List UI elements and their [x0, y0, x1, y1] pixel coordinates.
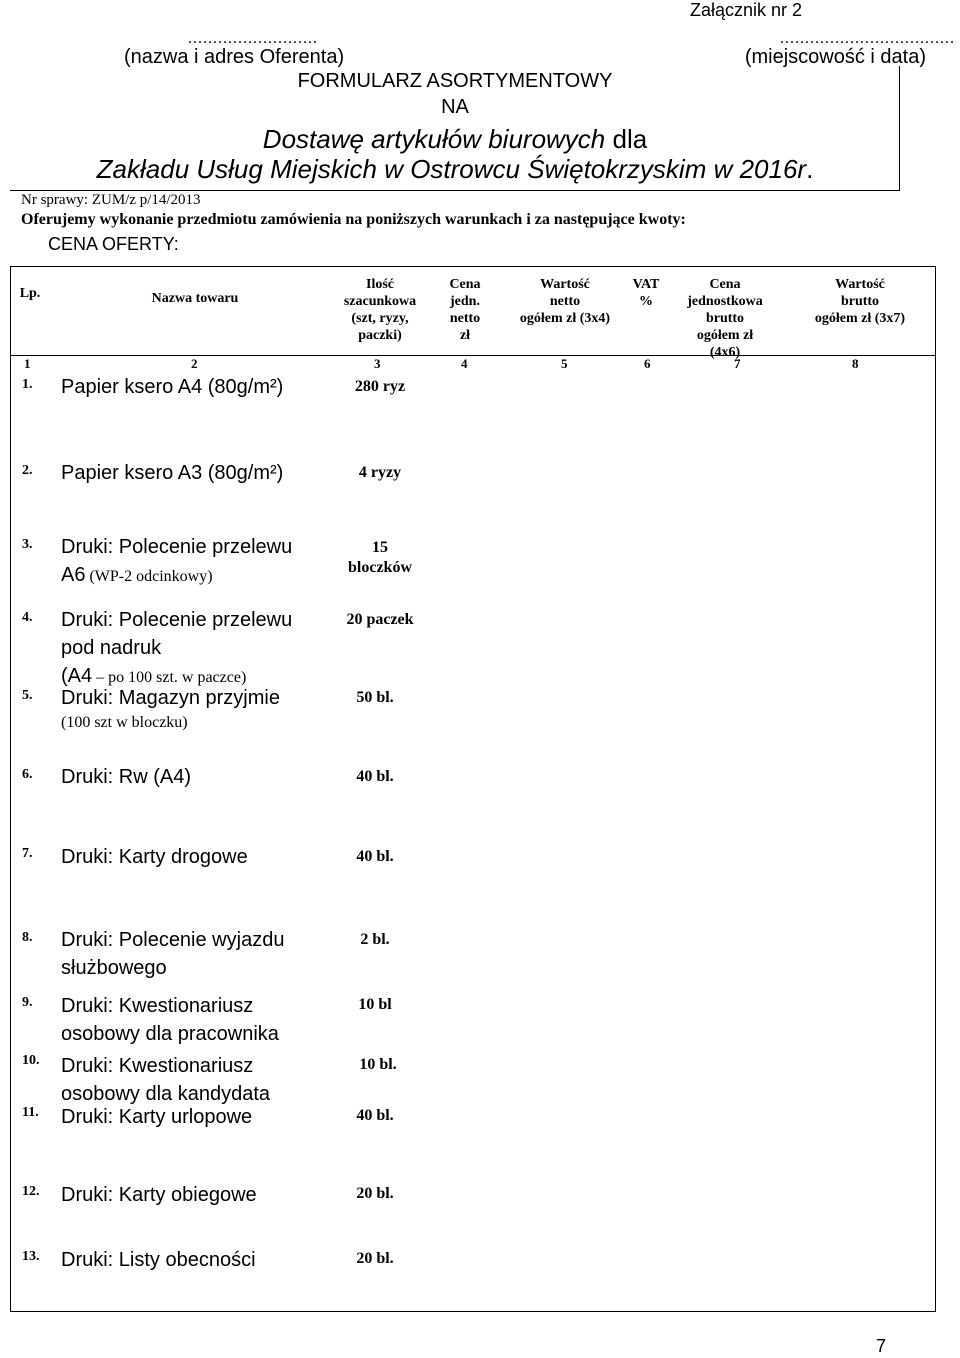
header-vat-line: %: [639, 294, 653, 309]
header-unit-price-line: jedn.: [450, 294, 480, 309]
subject-line-1: [0, 124, 910, 155]
row-number: 4.: [22, 610, 33, 625]
item-quantity: 50 bl.: [356, 689, 394, 706]
header-unit-price-line: netto: [449, 311, 481, 326]
bidder-dots: ..........................: [188, 30, 318, 47]
header-qty-line: szacunkowa: [343, 294, 417, 309]
header-qty-line: (szt, ryzy,: [351, 311, 409, 326]
item-quantity: 20 paczek: [346, 611, 414, 628]
item-quantity: 20 bl.: [356, 1185, 394, 1202]
item-name: Druki: Rw (A4): [61, 766, 192, 788]
column-number: 5: [561, 356, 568, 371]
row-number: 13.: [22, 1249, 40, 1264]
item-name: [61, 606, 292, 692]
row-number: 10.: [22, 1053, 40, 1068]
header-unit-price-line: zł: [459, 328, 471, 343]
place-date-dots: ...................................: [780, 30, 955, 47]
item-name-line: osobowy dla kandydata: [61, 1083, 271, 1105]
item-name: Papier ksero A3 (80g/m²): [61, 462, 284, 484]
header-unit-price-line: Cena: [449, 277, 481, 292]
item-name-line: Druki: Kwestionariusz: [61, 995, 254, 1017]
item-name: [61, 926, 284, 982]
item-name-format: A6: [61, 564, 86, 586]
bidder-label: (nazwa i adres Oferenta): [124, 46, 345, 68]
subject-line-1-rest: dla: [605, 124, 648, 154]
header-net-value-line: netto: [549, 294, 581, 309]
header-gross-value: [795, 276, 925, 327]
item-quantity: 40 bl.: [356, 768, 394, 785]
form-title: FORMULARZ ASORTYMENTOWY: [297, 70, 613, 92]
item-name-format: (A4: [61, 665, 93, 687]
item-quantity: 10 bl.: [359, 1056, 397, 1073]
item-name: [61, 992, 279, 1048]
header-lp: Lp.: [19, 286, 41, 301]
item-name-line: [61, 561, 292, 591]
item-name-line: (100 szt w bloczku): [61, 714, 188, 731]
row-number: 2.: [22, 463, 33, 478]
item-name-line: osobowy dla pracownika: [61, 1023, 279, 1045]
row-number: 1.: [22, 377, 33, 392]
header-net-value: [500, 276, 630, 327]
header-qty-line: Ilość: [366, 277, 394, 292]
header-vat-line: VAT: [632, 277, 660, 292]
row-number: 6.: [22, 767, 33, 782]
item-name-line: Druki: Polecenie przelewu: [61, 536, 293, 558]
column-number: 6: [644, 356, 651, 371]
header-net-value-line: ogółem zł (3x4): [519, 311, 611, 326]
column-number: 8: [852, 356, 859, 371]
item-name: Druki: Listy obecności: [61, 1249, 256, 1271]
item-quantity-line: 15: [372, 539, 388, 556]
item-name-note: – po 100 szt. w paczce): [92, 669, 247, 686]
row-number: 9.: [22, 995, 33, 1010]
form-title-na: NA: [441, 96, 469, 118]
column-number: 7: [734, 356, 741, 371]
offer-price-label: CENA OFERTY:: [48, 234, 179, 254]
column-numbers-divider: [10, 355, 936, 356]
item-name-line: Druki: Polecenie wyjazdu: [61, 929, 285, 951]
item-quantity: 2 bl.: [360, 931, 390, 948]
item-quantity: [330, 538, 430, 578]
header-net-value-line: Wartość: [540, 277, 590, 292]
header-gross-unit-line: ogółem zł: [696, 328, 754, 343]
item-quantity: 40 bl.: [356, 1107, 394, 1124]
row-number: 11.: [22, 1105, 39, 1120]
column-number: 1: [24, 356, 31, 371]
column-number: 4: [461, 356, 468, 371]
subject-line-1-italic: Dostawę artykułów biurowych: [262, 124, 606, 154]
row-number: 7.: [22, 846, 33, 861]
subject-line-2: [0, 154, 910, 185]
item-name: Druki: Karty urlopowe: [61, 1106, 253, 1128]
item-name: [61, 1052, 270, 1108]
item-name-line: pod nadruk: [61, 637, 162, 659]
item-name-line: Druki: Magazyn przyjmie: [61, 687, 280, 709]
item-name: [61, 684, 280, 734]
offer-text: Oferujemy wykonanie przedmiotu zamówienia na poniższych warunkach i za następujące kwoty:: [21, 211, 686, 228]
row-number: 3.: [22, 537, 33, 552]
header-gross-unit-line: brutto: [705, 311, 745, 326]
item-name-line: służbowego: [61, 957, 167, 979]
subject-line-2-italic: Zakładu Usług Miejskich w Ostrowcu Świętokrzyskim w 2016r: [96, 154, 807, 184]
header-vat: [624, 276, 668, 310]
header-gross-value-line: brutto: [840, 294, 880, 309]
item-quantity: 10 bl: [358, 996, 392, 1013]
item-name: Papier ksero A4 (80g/m²): [61, 376, 284, 398]
row-number: 8.: [22, 930, 33, 945]
item-quantity: 20 bl.: [356, 1250, 394, 1267]
item-name: Druki: Karty drogowe: [61, 846, 248, 868]
header-unit-price: [440, 276, 490, 344]
subject-line-2-rest: .: [806, 154, 814, 184]
header-gross-unit-line: (4x6): [709, 345, 741, 360]
header-gross-value-line: ogółem zł (3x7): [814, 311, 906, 326]
item-name: [61, 533, 292, 591]
case-number: Nr sprawy: ZUM/z p/14/2013: [21, 192, 201, 208]
column-number: 3: [374, 356, 381, 371]
place-date-label: (miejscowość i data): [744, 46, 926, 68]
item-name-note: (WP-2 odcinkowy): [85, 568, 213, 585]
annex-label: Załącznik nr 2: [689, 0, 802, 20]
header-gross-unit: [670, 276, 780, 361]
item-quantity: 40 bl.: [356, 848, 394, 865]
header-name: Nazwa towaru: [151, 291, 239, 306]
item-name-line: Druki: Polecenie przelewu: [61, 609, 293, 631]
page-number: 7: [875, 1336, 886, 1356]
header-qty-line: paczki): [358, 328, 402, 343]
item-quantity: 4 ryzy: [358, 464, 402, 481]
row-number: 12.: [22, 1184, 40, 1199]
item-quantity-line: bloczków: [348, 559, 412, 576]
header-gross-unit-line: jednostkowa: [687, 294, 763, 309]
item-quantity: 280 ryz: [354, 378, 406, 395]
header-gross-value-line: Wartość: [835, 277, 885, 292]
item-name: Druki: Karty obiegowe: [61, 1184, 257, 1206]
item-name-line: Druki: Kwestionariusz: [61, 1055, 254, 1077]
header-gross-unit-line: Cena: [709, 277, 741, 292]
row-number: 5.: [22, 688, 33, 703]
header-qty: [325, 276, 435, 344]
column-number: 2: [191, 356, 198, 371]
